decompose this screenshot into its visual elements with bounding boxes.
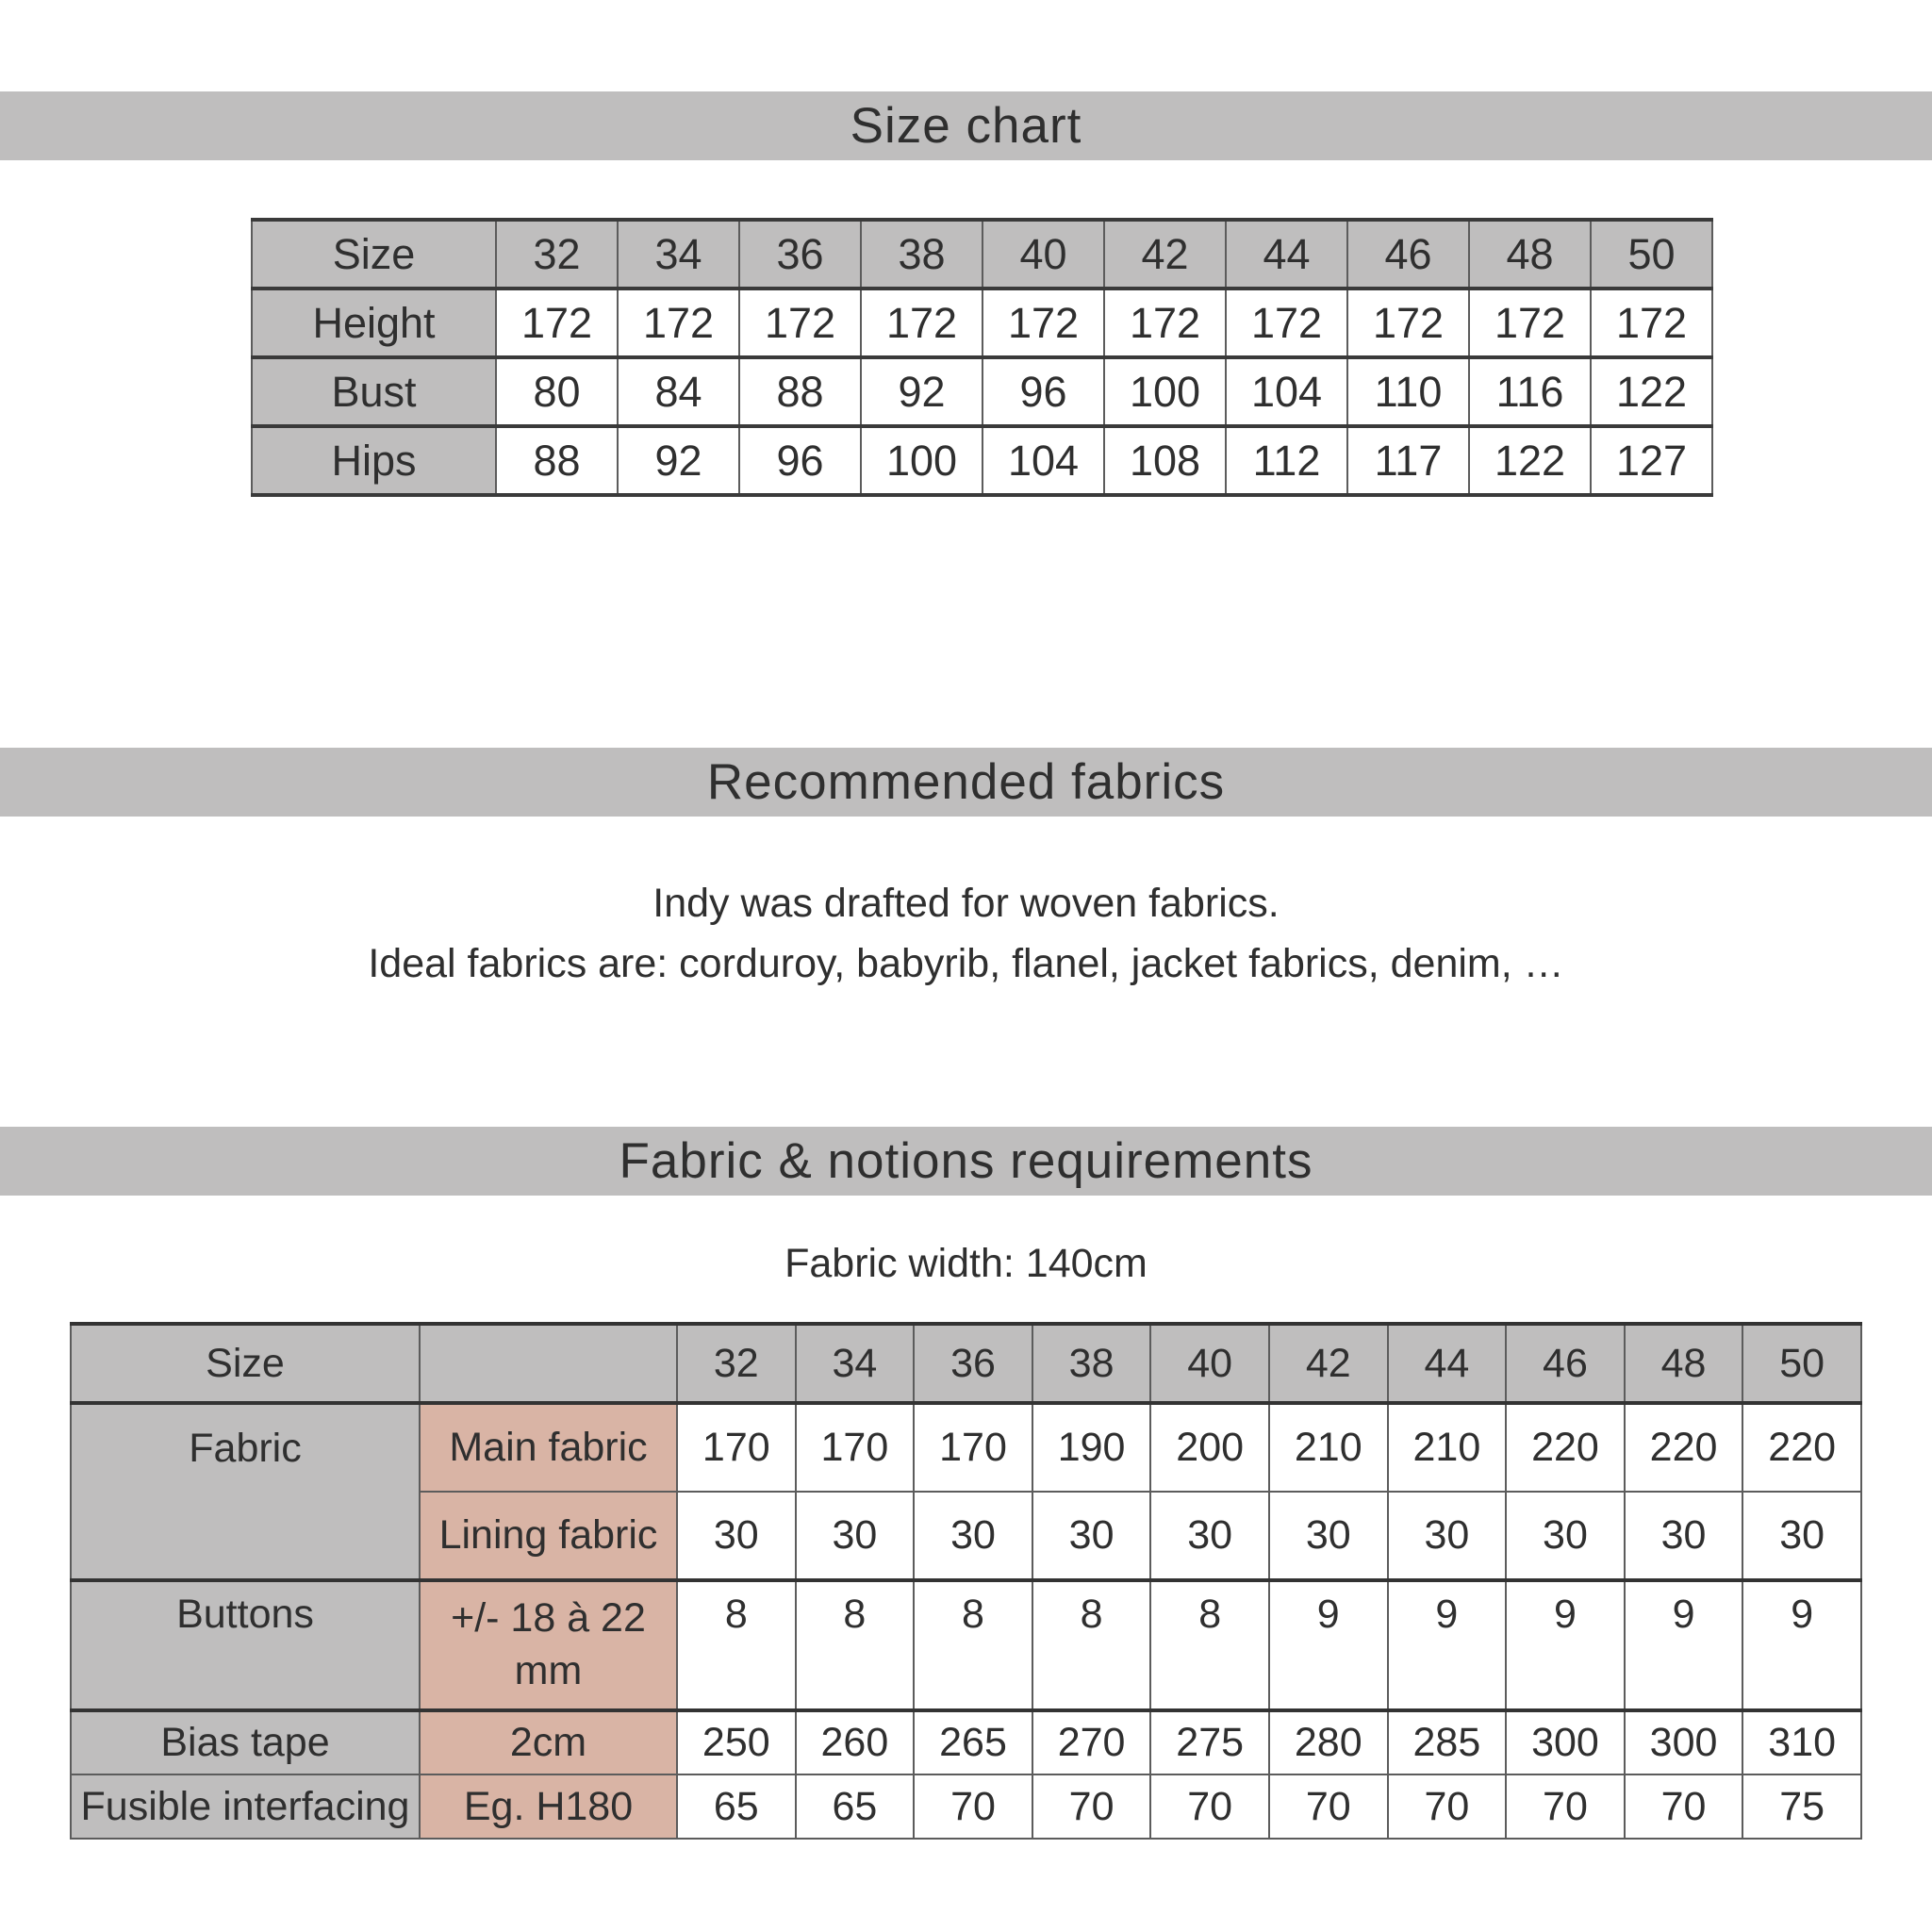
fabrics-text-line-1: Indy was drafted for woven fabrics.	[652, 881, 1280, 926]
cell: 250	[677, 1710, 796, 1774]
cell: 70	[914, 1774, 1032, 1839]
requirements-table	[70, 1322, 1862, 1840]
size-chart-header-row	[252, 220, 1712, 289]
cell: 116	[1469, 357, 1591, 426]
cell: 220	[1625, 1403, 1743, 1492]
size-header-cell: 38	[1032, 1324, 1151, 1403]
size-header-cell: 34	[618, 220, 739, 289]
cell: 104	[983, 426, 1104, 495]
cell: 210	[1388, 1403, 1507, 1492]
cell: 70	[1388, 1774, 1507, 1839]
cell: 220	[1742, 1403, 1861, 1492]
row-label-cell: Height	[252, 289, 496, 357]
cell: 300	[1625, 1710, 1743, 1774]
cell: 8	[1032, 1580, 1151, 1710]
sub-label-cell: 2cm	[420, 1710, 677, 1774]
cell: 100	[1104, 357, 1226, 426]
bias-tape-row	[71, 1710, 1861, 1774]
cell: 30	[1388, 1492, 1507, 1580]
cell: 65	[677, 1774, 796, 1839]
cell: 300	[1506, 1710, 1625, 1774]
cell: 285	[1388, 1710, 1507, 1774]
cell: 200	[1150, 1403, 1269, 1492]
size-header-cell: 36	[739, 220, 861, 289]
cell: 275	[1150, 1710, 1269, 1774]
cell: 30	[1269, 1492, 1388, 1580]
cell: 8	[914, 1580, 1032, 1710]
cell: 220	[1506, 1403, 1625, 1492]
size-header-cell: 32	[496, 220, 618, 289]
size-header-cell: 32	[677, 1324, 796, 1403]
cell: 70	[1506, 1774, 1625, 1839]
cell: 30	[796, 1492, 915, 1580]
cell: 30	[1150, 1492, 1269, 1580]
cell: 310	[1742, 1710, 1861, 1774]
recommended-fabrics-title: Recommended fabrics	[706, 754, 1226, 810]
size-header-cell: 36	[914, 1324, 1032, 1403]
cell: 265	[914, 1710, 1032, 1774]
cell: 170	[796, 1403, 915, 1492]
cell: 210	[1269, 1403, 1388, 1492]
buttons-row	[71, 1580, 1861, 1710]
cell: 190	[1032, 1403, 1151, 1492]
height-row	[252, 289, 1712, 357]
size-header-cell: 42	[1104, 220, 1226, 289]
size-header-cell: 40	[1150, 1324, 1269, 1403]
cell: 104	[1226, 357, 1347, 426]
cell: 172	[1226, 289, 1347, 357]
size-header-cell: 44	[1226, 220, 1347, 289]
cell: 88	[496, 426, 618, 495]
cell: 112	[1226, 426, 1347, 495]
fusible-interfacing-row	[71, 1774, 1861, 1839]
cell: 172	[618, 289, 739, 357]
size-header-cell: 46	[1506, 1324, 1625, 1403]
cell: 110	[1347, 357, 1469, 426]
size-header-cell: 42	[1269, 1324, 1388, 1403]
size-chart-table	[251, 218, 1713, 497]
cell: 280	[1269, 1710, 1388, 1774]
bust-row	[252, 357, 1712, 426]
size-header-cell: 46	[1347, 220, 1469, 289]
cell: 96	[983, 357, 1104, 426]
recommended-fabrics-text	[0, 873, 1932, 994]
cell: 70	[1032, 1774, 1151, 1839]
cell: 172	[1104, 289, 1226, 357]
hips-row	[252, 426, 1712, 495]
cell: 170	[677, 1403, 796, 1492]
cell: 9	[1269, 1580, 1388, 1710]
cell: 122	[1591, 357, 1712, 426]
cell: 30	[1625, 1492, 1743, 1580]
cell: 100	[861, 426, 983, 495]
cell: 122	[1469, 426, 1591, 495]
cell: 108	[1104, 426, 1226, 495]
main-fabric-row	[71, 1403, 1861, 1492]
fabric-width-note: Fabric width: 140cm	[784, 1241, 1148, 1286]
cell: 260	[796, 1710, 915, 1774]
cell: 30	[1506, 1492, 1625, 1580]
fabrics-text-line-2: Ideal fabrics are: corduroy, babyrib, flanel, jacket fabrics, denim, …	[368, 941, 1564, 986]
cell: 127	[1591, 426, 1712, 495]
empty-header-cell	[420, 1324, 677, 1403]
cell: 70	[1269, 1774, 1388, 1839]
cell: 92	[618, 426, 739, 495]
cell: 172	[496, 289, 618, 357]
size-header-cell: 48	[1469, 220, 1591, 289]
cell: 172	[1591, 289, 1712, 357]
cell: 92	[861, 357, 983, 426]
size-header-cell: 38	[861, 220, 983, 289]
sub-label-cell: Eg. H180	[420, 1774, 677, 1839]
cell: 270	[1032, 1710, 1151, 1774]
size-chart-title: Size chart	[850, 98, 1082, 154]
row-label-cell: Bias tape	[71, 1710, 420, 1774]
row-label-cell: Fabric	[71, 1403, 420, 1580]
cell: 117	[1347, 426, 1469, 495]
size-chart-header-bar	[0, 91, 1932, 160]
cell: 65	[796, 1774, 915, 1839]
size-header-cell: 50	[1591, 220, 1712, 289]
cell: 172	[1347, 289, 1469, 357]
cell: 172	[861, 289, 983, 357]
requirements-title: Fabric & notions requirements	[619, 1133, 1313, 1189]
row-label-cell: Buttons	[71, 1580, 420, 1710]
cell: 170	[914, 1403, 1032, 1492]
cell: 30	[1032, 1492, 1151, 1580]
cell: 75	[1742, 1774, 1861, 1839]
row-label-cell: Bust	[252, 357, 496, 426]
cell: 30	[1742, 1492, 1861, 1580]
corner-label-cell: Size	[71, 1324, 420, 1403]
size-header-cell: 48	[1625, 1324, 1743, 1403]
cell: 70	[1150, 1774, 1269, 1839]
row-label-cell: Hips	[252, 426, 496, 495]
cell: 9	[1742, 1580, 1861, 1710]
requirements-header-bar	[0, 1127, 1932, 1196]
cell: 84	[618, 357, 739, 426]
cell: 172	[983, 289, 1104, 357]
sub-label-cell: +/- 18 à 22 mm	[420, 1580, 677, 1710]
cell: 30	[677, 1492, 796, 1580]
sub-label-cell: Main fabric	[420, 1403, 677, 1492]
row-label-cell: Fusible interfacing	[71, 1774, 420, 1839]
size-header-cell: 40	[983, 220, 1104, 289]
cell: 172	[1469, 289, 1591, 357]
cell: 9	[1506, 1580, 1625, 1710]
size-header-cell: 50	[1742, 1324, 1861, 1403]
recommended-fabrics-header-bar	[0, 748, 1932, 817]
corner-label-cell: Size	[252, 220, 496, 289]
cell: 8	[677, 1580, 796, 1710]
cell: 80	[496, 357, 618, 426]
cell: 8	[796, 1580, 915, 1710]
cell: 172	[739, 289, 861, 357]
cell: 88	[739, 357, 861, 426]
cell: 9	[1388, 1580, 1507, 1710]
size-header-cell: 44	[1388, 1324, 1507, 1403]
requirements-header-row	[71, 1324, 1861, 1403]
cell: 70	[1625, 1774, 1743, 1839]
cell: 8	[1150, 1580, 1269, 1710]
cell: 9	[1625, 1580, 1743, 1710]
cell: 96	[739, 426, 861, 495]
size-header-cell: 34	[796, 1324, 915, 1403]
sub-label-cell: Lining fabric	[420, 1492, 677, 1580]
cell: 30	[914, 1492, 1032, 1580]
